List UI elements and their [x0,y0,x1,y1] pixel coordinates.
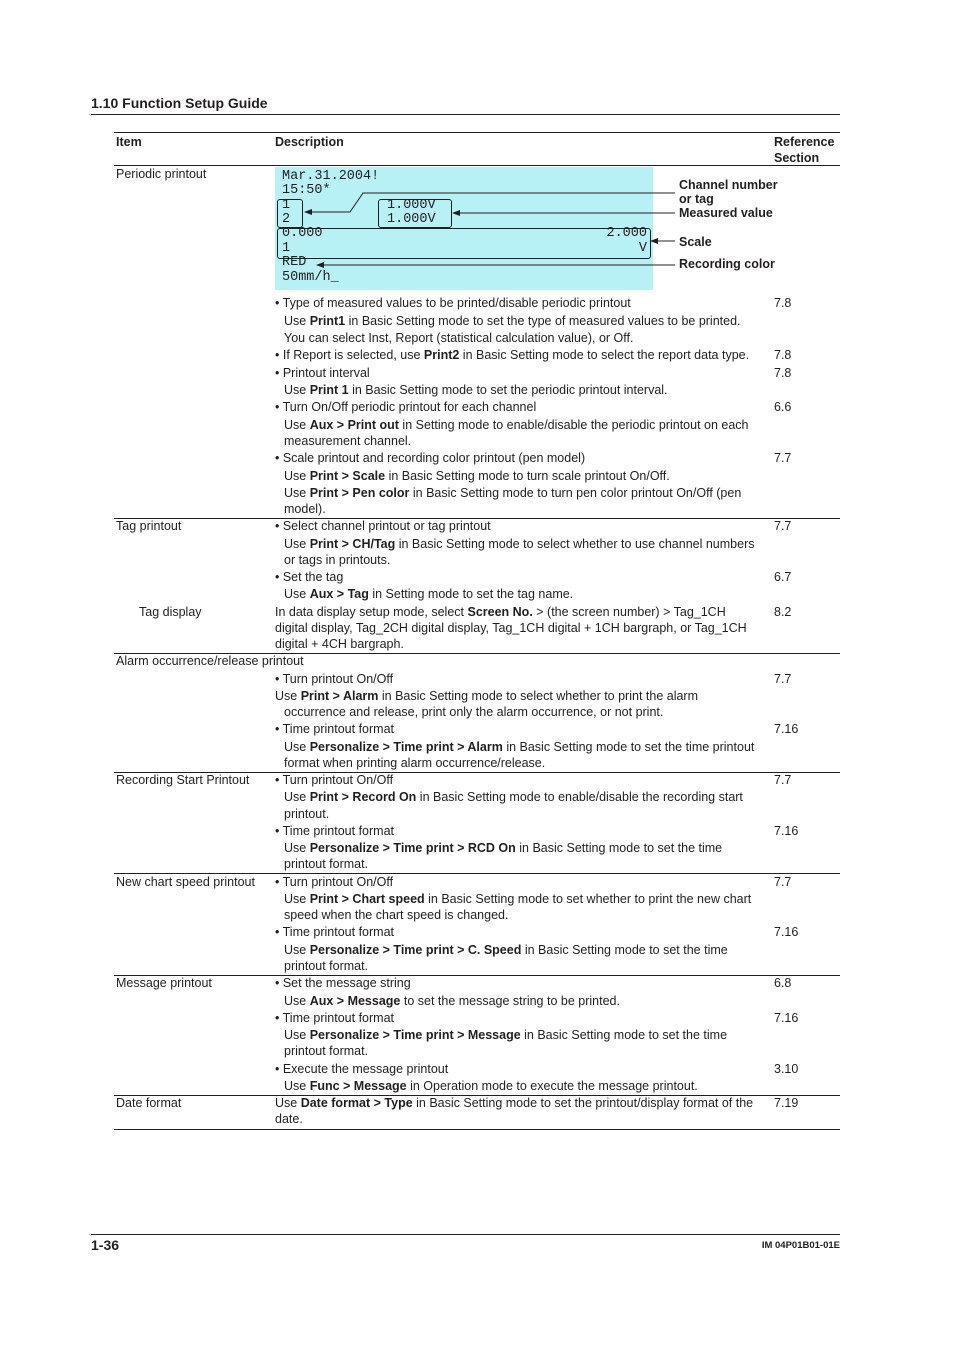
row-item-chart-speed: New chart speed printout [116,875,255,889]
header-reference [774,134,834,166]
periodic-line-5: • Printout interval [275,366,370,380]
callout-measured: Measured value [679,206,773,220]
periodic-line-4: • If Report is selected, use Print2 in Basic Setting mode to select the report data type. [275,348,750,362]
periodic-line-3: You can select Inst, Report (statistical calculation value), or Off. [284,331,634,345]
chart-speed-ref-1: 7.7 [774,875,792,889]
tag-line-1: • Select channel printout or tag printout [275,519,491,533]
alarm-line-3: occurrence and release, print only the alarm occurrence, or not print. [284,705,664,719]
table-top-rule [114,132,840,133]
page-number: 1-36 [91,1237,120,1253]
row-item-message: Message printout [116,976,212,990]
message-ref-3: 7.16 [774,1011,799,1025]
header-item: Item [116,135,142,149]
chart-speed-line-6: printout format. [284,959,369,973]
tag-line-3: or tags in printouts. [284,553,391,567]
alarm-line-6: format when printing alarm occurrence/release. [284,756,546,770]
tag-ref-4: 6.7 [774,570,792,584]
chart-speed-line-5: Use Personalize > Time print > C. Speed in Basic Setting mode to set the time [284,943,728,957]
periodic-ref-7: 6.6 [774,400,792,414]
row-item-tag: Tag printout [116,519,182,533]
periodic-line-2: Use Print1 in Basic Setting mode to set the type of measured values to be printed. [284,314,741,328]
periodic-line-10: • Scale printout and recording color printout (pen model) [275,451,586,465]
message-ref-1: 6.8 [774,976,792,990]
lcd-value-1: 1.000V [387,198,436,213]
periodic-line-6: Use Print 1 in Basic Setting mode to set the periodic printout interval. [284,383,668,397]
tag-line-8: digital + 4CH bargraph. [275,637,404,651]
tag-line-7: digital display, Tag_2CH digital display, Tag_1CH digital + 1CH bargraph, or Tag_1CH [275,621,747,635]
alarm-line-1: • Turn printout On/Off [275,672,394,686]
row-subitem-tag-display: Tag display [139,605,202,619]
row-item-alarm: Alarm occurrence/release printout [116,654,304,668]
lcd-scale-right: 2.000 [606,226,647,241]
chart-speed-line-4: • Time printout format [275,925,395,939]
lcd-channel-2: 2 [282,212,291,227]
callout-channel-line2: or tag [679,192,714,206]
lcd-value-2: 1.000V [387,212,436,227]
channel-arrow [305,193,675,212]
recording-line-6: printout format. [284,857,369,871]
tag-ref-1: 7.7 [774,519,792,533]
alarm-line-5: Use Personalize > Time print > Alarm in Basic Setting mode to set the time printout [284,740,755,754]
date-line-1: Use Date format > Type in Basic Setting mode to set the printout/display format of the [275,1096,754,1110]
periodic-line-8: Use Aux > Print out in Setting mode to enable/disable the periodic printout on each [284,418,749,432]
chart-speed-ref-4: 7.16 [774,925,799,939]
footer-rule [91,1234,840,1235]
row-item-date: Date format [116,1096,182,1110]
recording-ref-4: 7.16 [774,824,799,838]
callout-color: Recording color [679,257,775,271]
date-line-2: date. [275,1112,303,1126]
lcd-time: 15:50* [282,183,331,198]
title-rule [91,114,840,115]
periodic-line-7: • Turn On/Off periodic printout for each channel [275,400,537,414]
tag-line-6: In data display setup mode, select Screen No. > (the screen number) > Tag_1CH [275,605,726,619]
recording-ref-1: 7.7 [774,773,792,787]
tag-line-4: • Set the tag [275,570,344,584]
header-reference-line1: Reference [774,135,835,149]
periodic-ref-4: 7.8 [774,348,792,362]
row-item-periodic: Periodic printout [116,167,207,181]
periodic-line-11: Use Print > Scale in Basic Setting mode to turn scale printout On/Off. [284,469,670,483]
message-line-4: Use Personalize > Time print > Message in Basic Setting mode to set the time [284,1028,728,1042]
alarm-line-2: Use Print > Alarm in Basic Setting mode to select whether to print the alarm [275,689,698,703]
tag-line-5: Use Aux > Tag in Setting mode to set the tag name. [284,587,574,601]
recording-line-5: Use Personalize > Time print > RCD On in Basic Setting mode to set the time [284,841,723,855]
header-reference-line2: Section [774,151,820,165]
callout-scale: Scale [679,235,712,249]
message-ref-6: 3.10 [774,1062,799,1076]
recording-line-4: • Time printout format [275,824,395,838]
periodic-line-12: Use Print > Pen color in Basic Setting mode to turn pen color printout On/Off (pen [284,486,742,500]
periodic-ref-5: 7.8 [774,366,792,380]
lcd-scale-channel: 1 [282,241,291,256]
periodic-ref-1: 7.8 [774,296,792,310]
tag-ref-6: 8.2 [774,605,792,619]
message-line-5: printout format. [284,1044,369,1058]
message-line-6: • Execute the message printout [275,1062,449,1076]
callout-channel-line1: Channel number [679,178,778,192]
periodic-line-9: measurement channel. [284,434,412,448]
message-line-1: • Set the message string [275,976,411,990]
date-ref-1: 7.19 [774,1096,799,1110]
alarm-line-4: • Time printout format [275,722,395,736]
recording-line-2: Use Print > Record On in Basic Setting mode to enable/disable the recording start [284,790,743,804]
chart-speed-line-1: • Turn printout On/Off [275,875,394,889]
document-id: IM 04P01B01-01E [761,1240,840,1251]
alarm-ref-4: 7.16 [774,722,799,736]
section-title: 1.10 Function Setup Guide [91,95,268,111]
alarm-ref-1: 7.7 [774,672,792,686]
recording-line-1: • Turn printout On/Off [275,773,394,787]
tag-line-2: Use Print > CH/Tag in Basic Setting mode to select whether to use channel numbers [284,537,755,551]
message-line-7: Use Func > Message in Operation mode to execute the message printout. [284,1079,698,1093]
header-description: Description [275,135,344,149]
periodic-line-13: model). [284,502,326,516]
chart-speed-line-3: speed when the chart speed is changed. [284,908,509,922]
row-rule [114,975,840,976]
lcd-scale-left: 0.000 [282,226,323,241]
message-line-2: Use Aux > Message to set the message string to be printed. [284,994,620,1008]
periodic-line-1: • Type of measured values to be printed/disable periodic printout [275,296,631,310]
callout-lines [275,167,695,277]
lcd-color: RED [282,255,307,270]
callout-channel [679,178,778,206]
row-item-recording: Recording Start Printout [116,773,250,787]
recording-line-3: printout. [284,807,330,821]
message-line-3: • Time printout format [275,1011,395,1025]
lcd-speed: 50mm/h_ [282,270,339,285]
lcd-scale-unit: V [638,241,647,256]
periodic-ref-10: 7.7 [774,451,792,465]
header-bottom-rule [114,165,840,166]
chart-speed-line-2: Use Print > Chart speed in Basic Setting mode to set whether to print the new chart [284,892,752,906]
lcd-channel-1: 1 [282,198,291,213]
lcd-date: Mar.31.2004! [282,169,380,184]
table-bottom-rule [114,1129,840,1130]
